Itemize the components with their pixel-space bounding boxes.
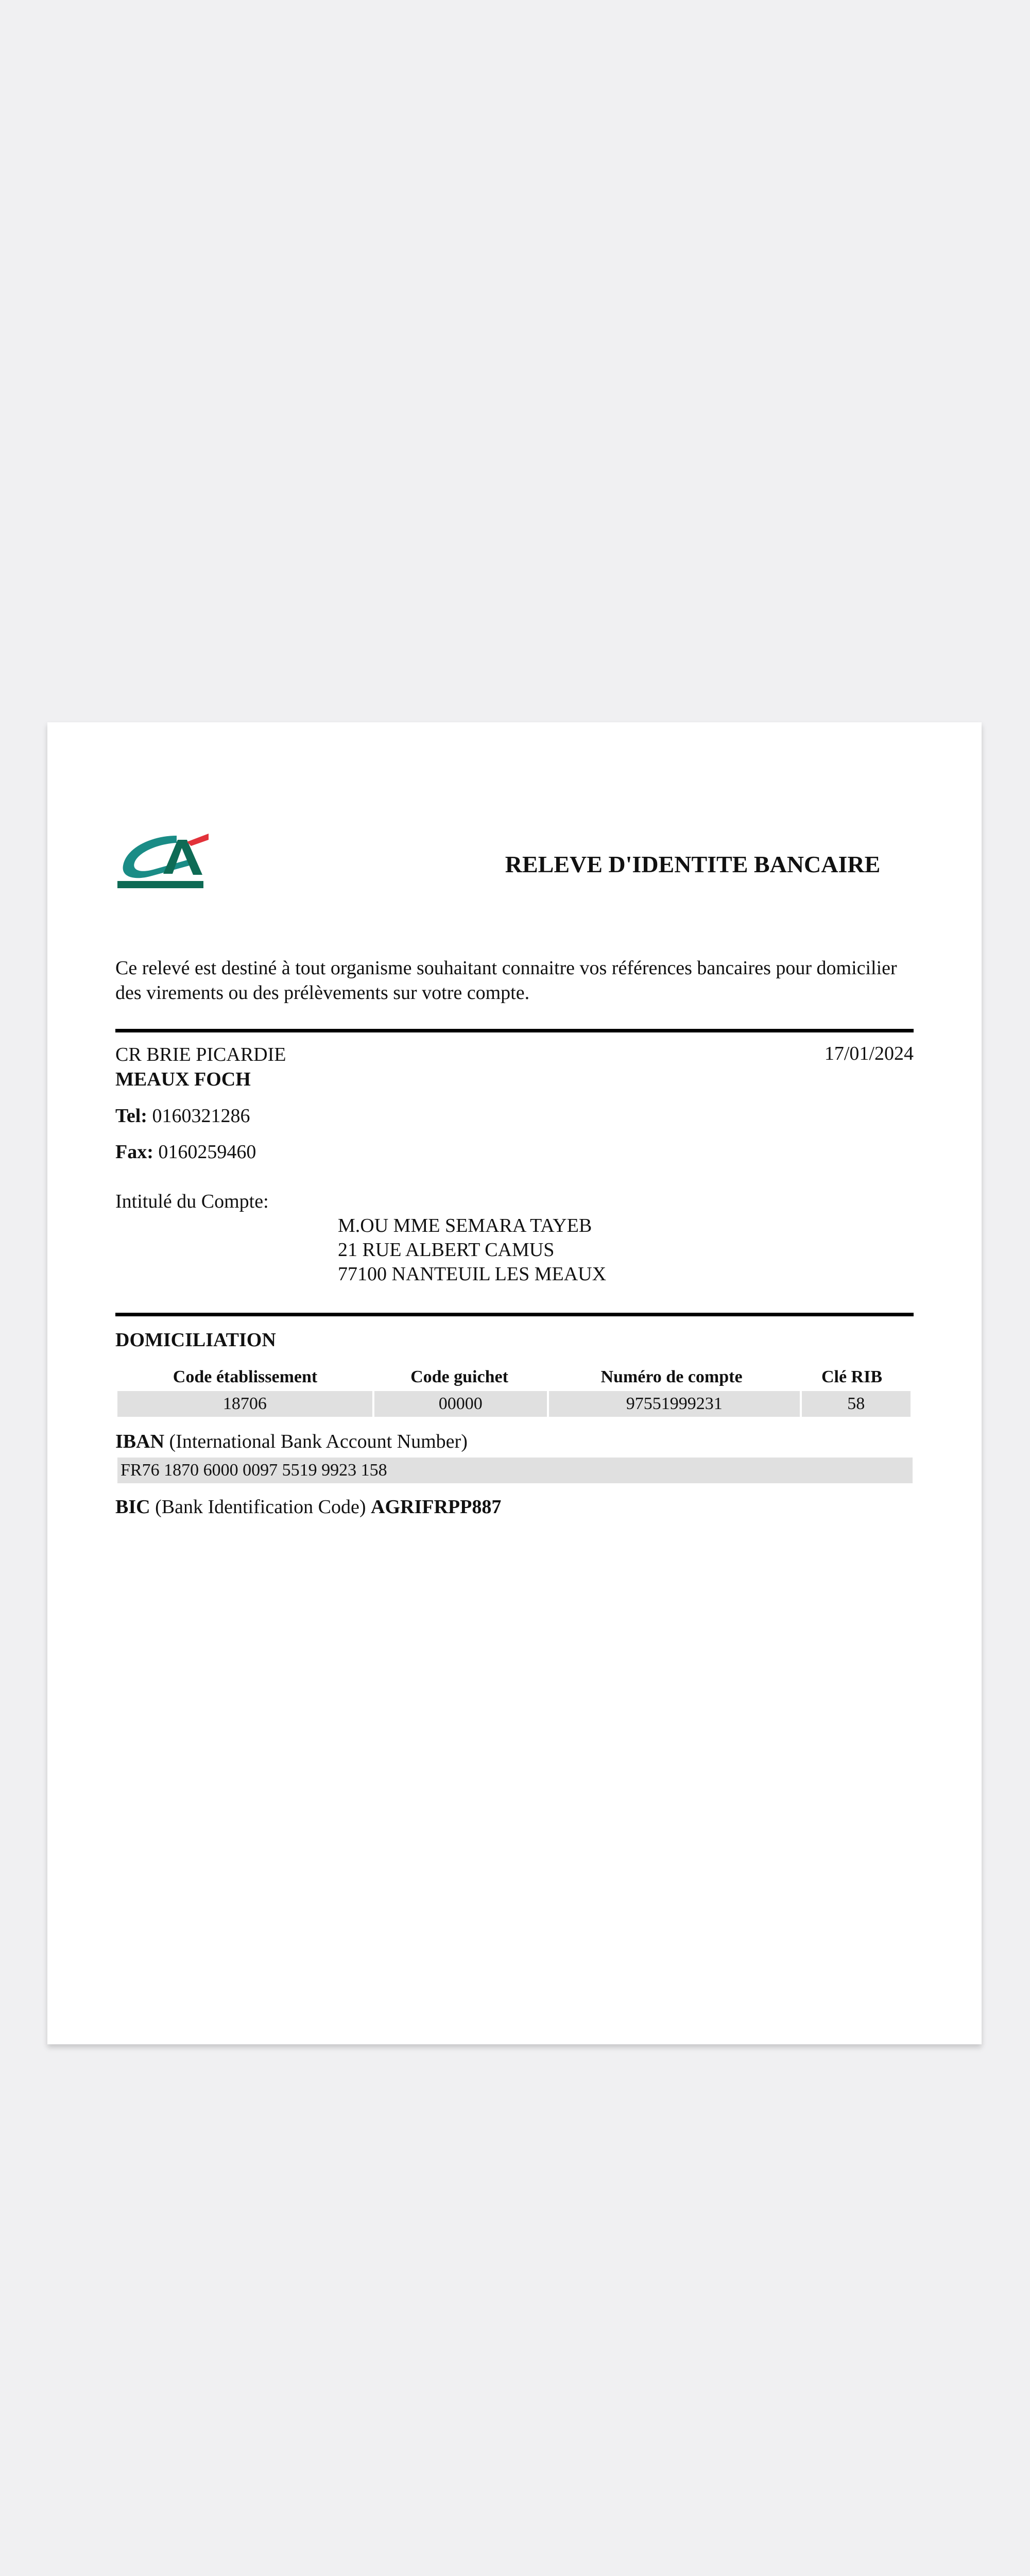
rib-key: 58: [802, 1391, 911, 1417]
column-header: Code établissement: [173, 1367, 318, 1386]
iban-label: IBAN: [115, 1431, 165, 1452]
statement-date: 17/01/2024: [824, 1043, 914, 1064]
account-holder: M.OU MME SEMARA TAYEB: [338, 1215, 592, 1236]
fax-value: 0160259460: [158, 1141, 256, 1163]
rib-table-header: [117, 1364, 913, 1390]
divider: [115, 1029, 914, 1032]
iban-value-box: [117, 1458, 913, 1483]
tel-value: 0160321286: [152, 1105, 250, 1127]
column-header: Clé RIB: [821, 1367, 883, 1386]
credit-agricole-logo: [116, 824, 211, 896]
account-number: 97551999231: [549, 1391, 800, 1417]
rib-table-row: [117, 1391, 913, 1417]
agency-branch: MEAUX FOCH: [115, 1069, 251, 1090]
column-header: Code guichet: [410, 1367, 508, 1386]
account-address-line1: 21 RUE ALBERT CAMUS: [338, 1239, 555, 1261]
intro-paragraph: Ce relevé est destiné à tout organisme souhaitant connaitre vos références bancaires pour domicilier des virements ou des prélèvements sur votre compte.: [115, 957, 897, 1004]
fax-line: [115, 1140, 256, 1164]
column-header: Numéro de compte: [600, 1367, 743, 1386]
fax-label: Fax:: [115, 1141, 153, 1163]
account-label: Intitulé du Compte:: [115, 1191, 269, 1212]
divider: [115, 1313, 914, 1316]
iban-value: FR76 1870 6000 0097 5519 9923 158: [121, 1461, 387, 1480]
bic-value: AGRIFRPP887: [371, 1496, 502, 1518]
bic-label: BIC: [115, 1496, 150, 1518]
branch-code: 00000: [374, 1391, 547, 1417]
iban-description: (International Bank Account Number): [169, 1431, 468, 1452]
tel-label: Tel:: [115, 1105, 147, 1127]
account-address-line2: 77100 NANTEUIL LES MEAUX: [338, 1263, 607, 1285]
agency-name: CR BRIE PICARDIE: [115, 1044, 286, 1065]
iban-heading: [115, 1430, 468, 1453]
bic-description: (Bank Identification Code): [155, 1496, 366, 1518]
bic-line: [115, 1495, 501, 1519]
domiciliation-heading: DOMICILIATION: [115, 1329, 276, 1351]
document-title: RELEVE D'IDENTITE BANCAIRE: [505, 851, 881, 877]
tel-line: [115, 1104, 250, 1128]
bank-code: 18706: [117, 1391, 372, 1417]
